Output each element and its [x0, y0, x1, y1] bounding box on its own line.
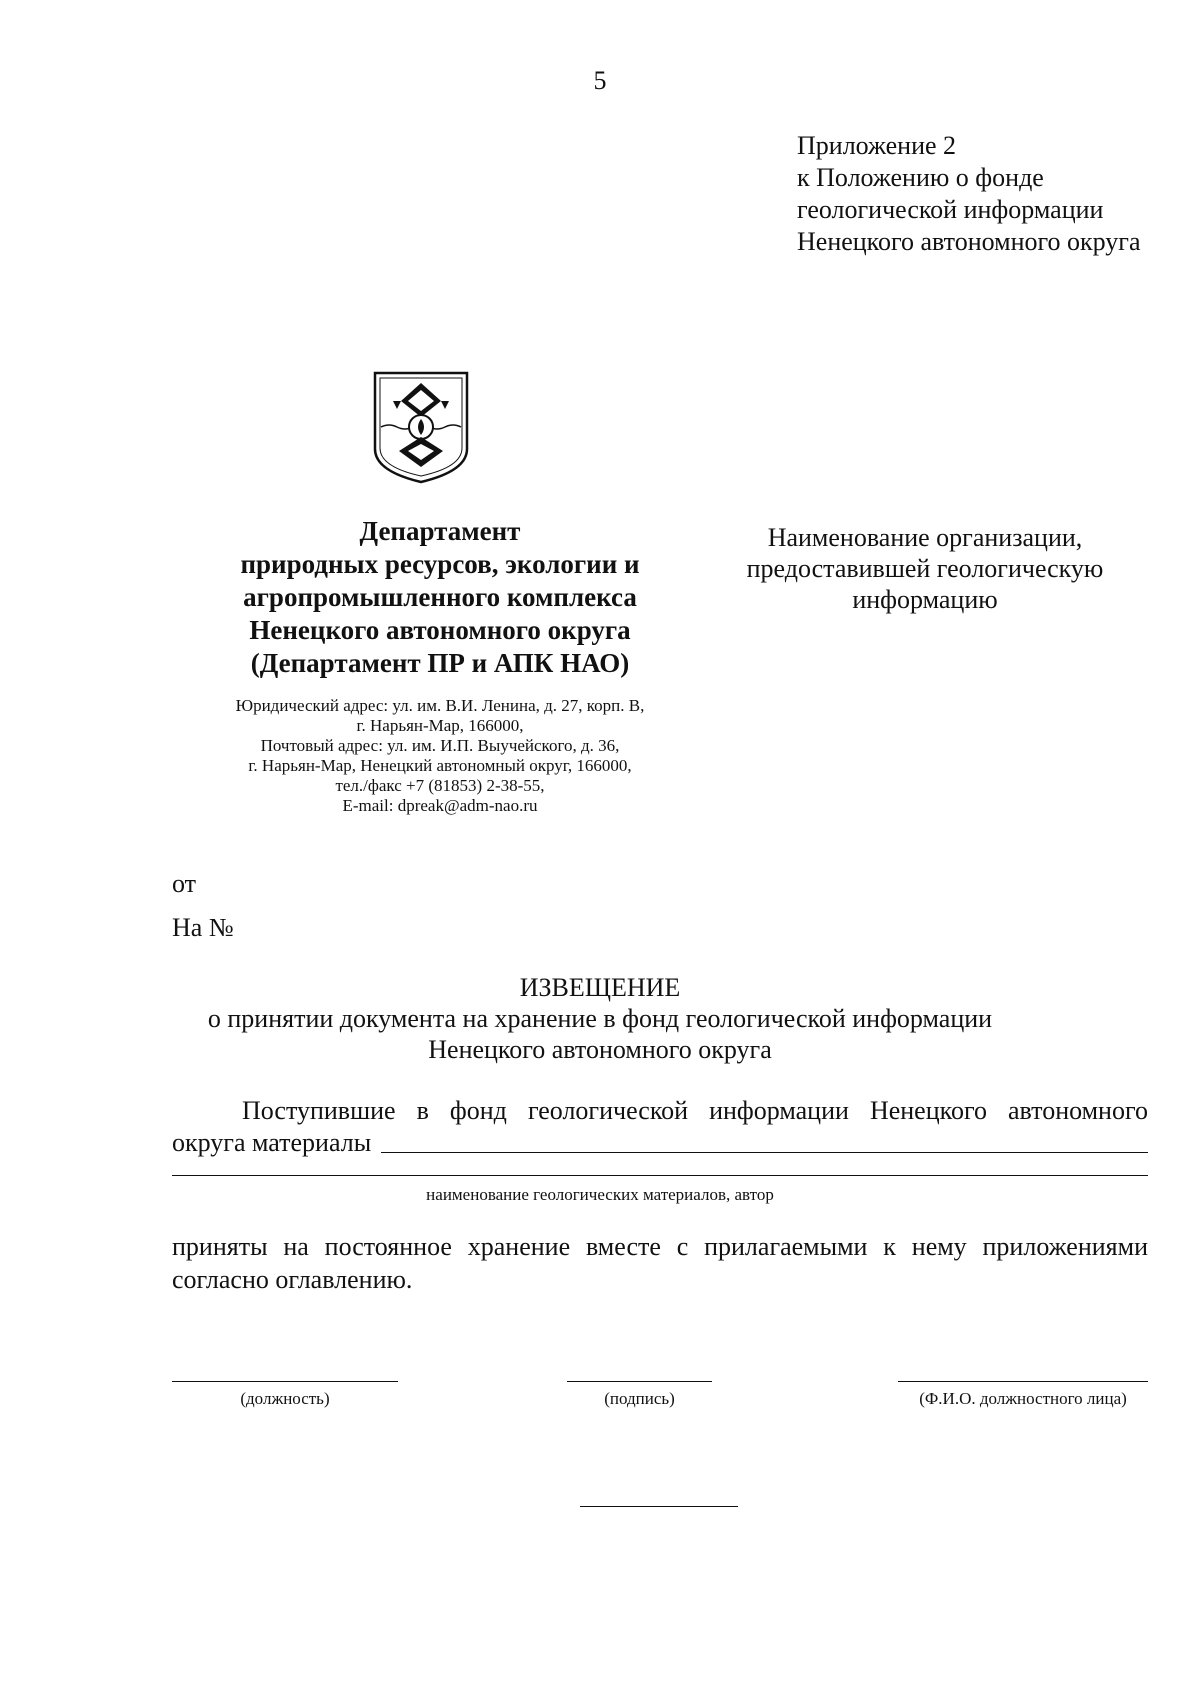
appendix-line: к Положению о фонде: [797, 163, 1044, 192]
recipient-line: предоставившей геологическую: [746, 554, 1104, 583]
signature-line: [567, 1381, 712, 1382]
paragraph-line: Поступившие в фонд геологической информации Ненецкого автономного: [242, 1096, 1148, 1125]
appendix-line: геологической информации: [797, 195, 1104, 224]
materials-caption: наименование геологических материалов, автор: [426, 1185, 774, 1204]
paragraph-line: приняты на постоянное хранение вместе с прилагаемыми к нему приложениями: [172, 1232, 1148, 1261]
appendix-line: Приложение 2: [797, 131, 957, 160]
contact-line: г. Нарьян-Мар, 166000,: [356, 716, 524, 735]
notice-title: ИЗВЕЩЕНИЕ: [519, 973, 681, 1002]
materials-blank-line-full: [172, 1175, 1148, 1176]
department-name-line: Департамент: [359, 516, 521, 546]
acceptance-paragraph: [172, 1230, 1148, 1296]
department-name-line: агропромышленного комплекса: [243, 582, 637, 612]
appendix-reference: [797, 130, 1141, 258]
materials-blank-line: [381, 1152, 1148, 1153]
signature-caption: (подпись): [604, 1389, 675, 1408]
notice-heading: [0, 972, 1200, 1065]
materials-paragraph: [172, 1095, 1148, 1159]
appendix-line: Ненецкого автономного округа: [797, 227, 1141, 256]
closing-rule: [580, 1506, 738, 1507]
contact-email: E-mail: dpreak@adm-nao.ru: [342, 796, 538, 815]
name-caption: (Ф.И.О. должностного лица): [919, 1389, 1127, 1408]
contact-line: г. Нарьян-Мар, Ненецкий автономный округ, 166000,: [248, 756, 632, 775]
paragraph-line: согласно оглавлению.: [172, 1265, 413, 1294]
department-name-line: природных ресурсов, экологии и: [240, 549, 640, 579]
department-name-line: Ненецкого автономного округа: [249, 615, 631, 645]
recipient-line: информацию: [852, 585, 998, 614]
page-number: 5: [593, 66, 607, 95]
date-label: от: [172, 869, 197, 898]
recipient-block: [725, 522, 1125, 615]
contact-line: Почтовый адрес: ул. им. И.П. Выучейского, д. 36,: [260, 736, 620, 755]
position-signature-line: [172, 1381, 398, 1382]
paragraph-text: округа материалы: [172, 1128, 372, 1157]
coat-of-arms-icon: [373, 371, 469, 484]
reference-number-label: На №: [172, 913, 234, 942]
department-header: [190, 515, 690, 816]
paragraph-line-with-blank: [172, 1127, 1148, 1159]
name-signature-line: [898, 1381, 1148, 1382]
contact-line: тел./факс +7 (81853) 2-38-55,: [335, 776, 545, 795]
department-name-line: (Департамент ПР и АПК НАО): [250, 648, 630, 678]
position-caption: (должность): [240, 1389, 330, 1408]
department-name: [190, 515, 690, 680]
contact-line: Юридический адрес: ул. им. В.И. Ленина, д. 27, корп. В,: [235, 696, 645, 715]
recipient-line: Наименование организации,: [767, 523, 1083, 552]
notice-subtitle-line: о принятии документа на хранение в фонд геологической информации: [207, 1004, 993, 1033]
notice-subtitle-line: Ненецкого автономного округа: [428, 1035, 772, 1064]
department-contacts: [190, 696, 690, 816]
